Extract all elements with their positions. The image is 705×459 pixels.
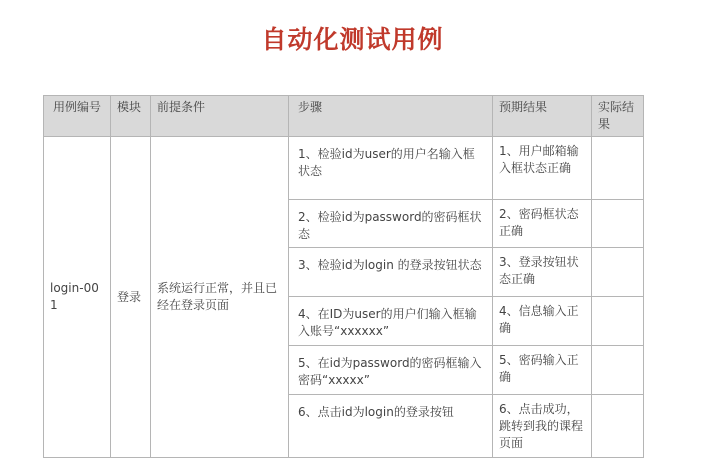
test-case-table [43,95,644,458]
actual-cell [592,248,644,297]
actual-cell [592,395,644,458]
step-cell: 3、检验id为login 的登录按钮状态 [289,248,493,297]
actual-cell [592,137,644,200]
step-cell: 2、检验id为password的密码框状态 [289,200,493,248]
actual-cell [592,346,644,395]
expected-cell: 2、密码框状态正确 [493,200,592,248]
table-row [44,137,644,200]
module-cell: 登录 [111,137,151,458]
table-header-row [44,96,644,137]
expected-cell: 4、信息输入正确 [493,297,592,346]
header-precondition: 前提条件 [151,96,289,137]
expected-cell: 6、点击成功，跳转到我的课程页面 [493,395,592,458]
header-expected: 预期结果 [493,96,592,137]
page-title: 自动化测试用例 [261,25,444,54]
header-module: 模块 [111,96,151,137]
expected-cell: 5、密码输入正确 [493,346,592,395]
header-case-id: 用例编号 [44,96,111,137]
precondition-cell: 系统运行正常，并且已经在登录页面 [151,137,289,458]
actual-cell [592,297,644,346]
header-steps: 步骤 [289,96,493,137]
step-cell: 1、检验id为user的用户名输入框状态 [289,137,493,200]
test-case-table-container [43,95,643,450]
step-cell: 5、在id为password的密码框输入密码“xxxxx” [289,346,493,395]
actual-cell [592,200,644,248]
expected-cell: 3、登录按钮状态正确 [493,248,592,297]
step-cell: 4、在ID为user的用户们输入框输入账号“xxxxxx” [289,297,493,346]
expected-cell: 1、用户邮箱输入框状态正确 [493,137,592,200]
case-id-cell: login-001 [44,137,111,458]
step-cell: 6、点击id为login的登录按钮 [289,395,493,458]
header-actual: 实际结果 [592,96,644,137]
